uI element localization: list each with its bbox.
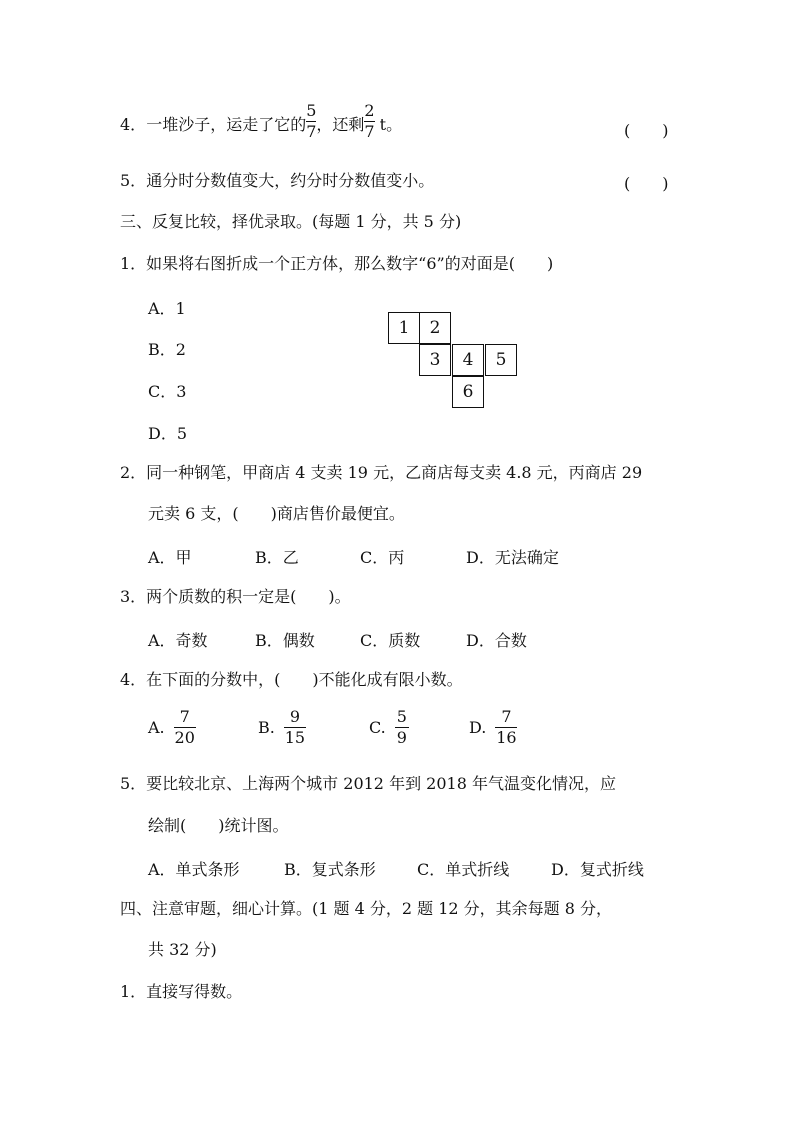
question-text: ，还剩 [316,115,365,134]
cube-net-cell: 6 [452,376,484,408]
tf-question-4 [120,101,403,141]
fraction-denominator: 9 [396,728,407,747]
fraction-numerator: 7 [179,707,190,726]
answer-blank[interactable]: ( ) [624,121,669,140]
cube-net-cell: 2 [419,312,451,344]
cube-net-cell: 1 [388,312,420,344]
option-b[interactable]: B．2 [148,340,186,359]
fraction-denominator: 7 [306,122,317,141]
option-d[interactable]: D．无法确定 [466,548,559,567]
option-c[interactable]: C．质数 [360,631,421,650]
option-c[interactable]: C．丙 [360,548,405,567]
cube-net-figure [388,312,518,409]
cube-net-cell: 4 [452,344,484,376]
fraction-numerator: 7 [501,707,512,726]
option-label: C. [369,718,386,737]
tf-question-5 [120,171,434,191]
option-b[interactable] [258,708,306,747]
option-label: B. [258,718,275,737]
option-a[interactable] [148,708,196,747]
cube-net-cell: 5 [485,344,517,376]
fraction-denominator: 7 [364,122,375,141]
mc-question-5-line-2: 绘制( )统计图。 [148,816,289,835]
fraction-5-7 [306,102,316,141]
option-d[interactable]: D．合数 [466,631,527,650]
option-b[interactable]: B．乙 [255,548,299,567]
option-a[interactable]: A．甲 [148,548,192,567]
option-d[interactable] [469,708,517,747]
fraction-denominator: 20 [174,728,195,747]
fraction-numerator: 9 [289,707,301,726]
option-label: D. [469,718,487,737]
section-3-heading: 三、反复比较，择优录取。(每题 1 分，共 5 分) [120,212,462,231]
answer-blank[interactable]: ( ) [624,174,669,193]
option-c[interactable]: C．单式折线 [417,860,510,879]
option-d[interactable]: D．复式折线 [551,860,644,879]
option-a[interactable]: A．1 [148,299,186,318]
question-text: 一堆沙子，运走了它的 [146,115,307,134]
section-4-heading: 四、注意审题，细心计算。(1 题 4 分，2 题 12 分，其余每题 8 分， [120,899,613,918]
question-number: 4． [120,115,147,134]
fraction-numerator: 2 [364,101,375,120]
calc-question-1: 1．直接写得数。 [120,982,243,1001]
question-number: 5． [120,171,147,190]
question-text: 通分时分数值变大，约分时分数值变小。 [146,171,435,190]
option-b[interactable]: B．偶数 [255,631,315,650]
fraction-denominator: 16 [496,728,517,747]
fraction-numerator: 5 [306,101,317,120]
option-fraction [284,708,306,747]
mc-question-5-line-1: 5．要比较北京、上海两个城市 2012 年到 2018 年气温变化情况，应 [120,774,616,793]
cube-net-cell: 3 [419,344,451,376]
option-fraction [395,708,409,747]
option-d[interactable]: D．5 [148,424,188,443]
option-a[interactable]: A．奇数 [148,631,208,650]
option-fraction [174,708,196,747]
fraction-numerator: 5 [396,707,407,726]
section-4-heading-continued: 共 32 分) [148,940,217,959]
mc-question-2-line-1: 2．同一种钢笔，甲商店 4 支卖 19 元，乙商店每支卖 4.8 元，丙商店 29 [120,463,643,482]
mc-question-2-line-2: 元卖 6 支，( )商店售价最便宜。 [148,504,405,523]
option-b[interactable]: B．复式条形 [284,860,376,879]
mc-question-3: 3．两个质数的积一定是( )。 [120,587,351,606]
option-fraction [495,708,517,747]
option-c[interactable] [369,708,409,747]
mc-question-4: 4．在下面的分数中，( )不能化成有限小数。 [120,670,463,689]
mc-question-1: 1．如果将右图折成一个正方体，那么数字“6”的对面是( ) [120,254,554,273]
option-label: A. [148,718,165,737]
option-a[interactable]: A．单式条形 [148,860,240,879]
fraction-denominator: 15 [284,728,306,747]
question-text: t。 [374,115,403,134]
fraction-2-7 [364,102,374,141]
option-c[interactable]: C．3 [148,382,187,401]
